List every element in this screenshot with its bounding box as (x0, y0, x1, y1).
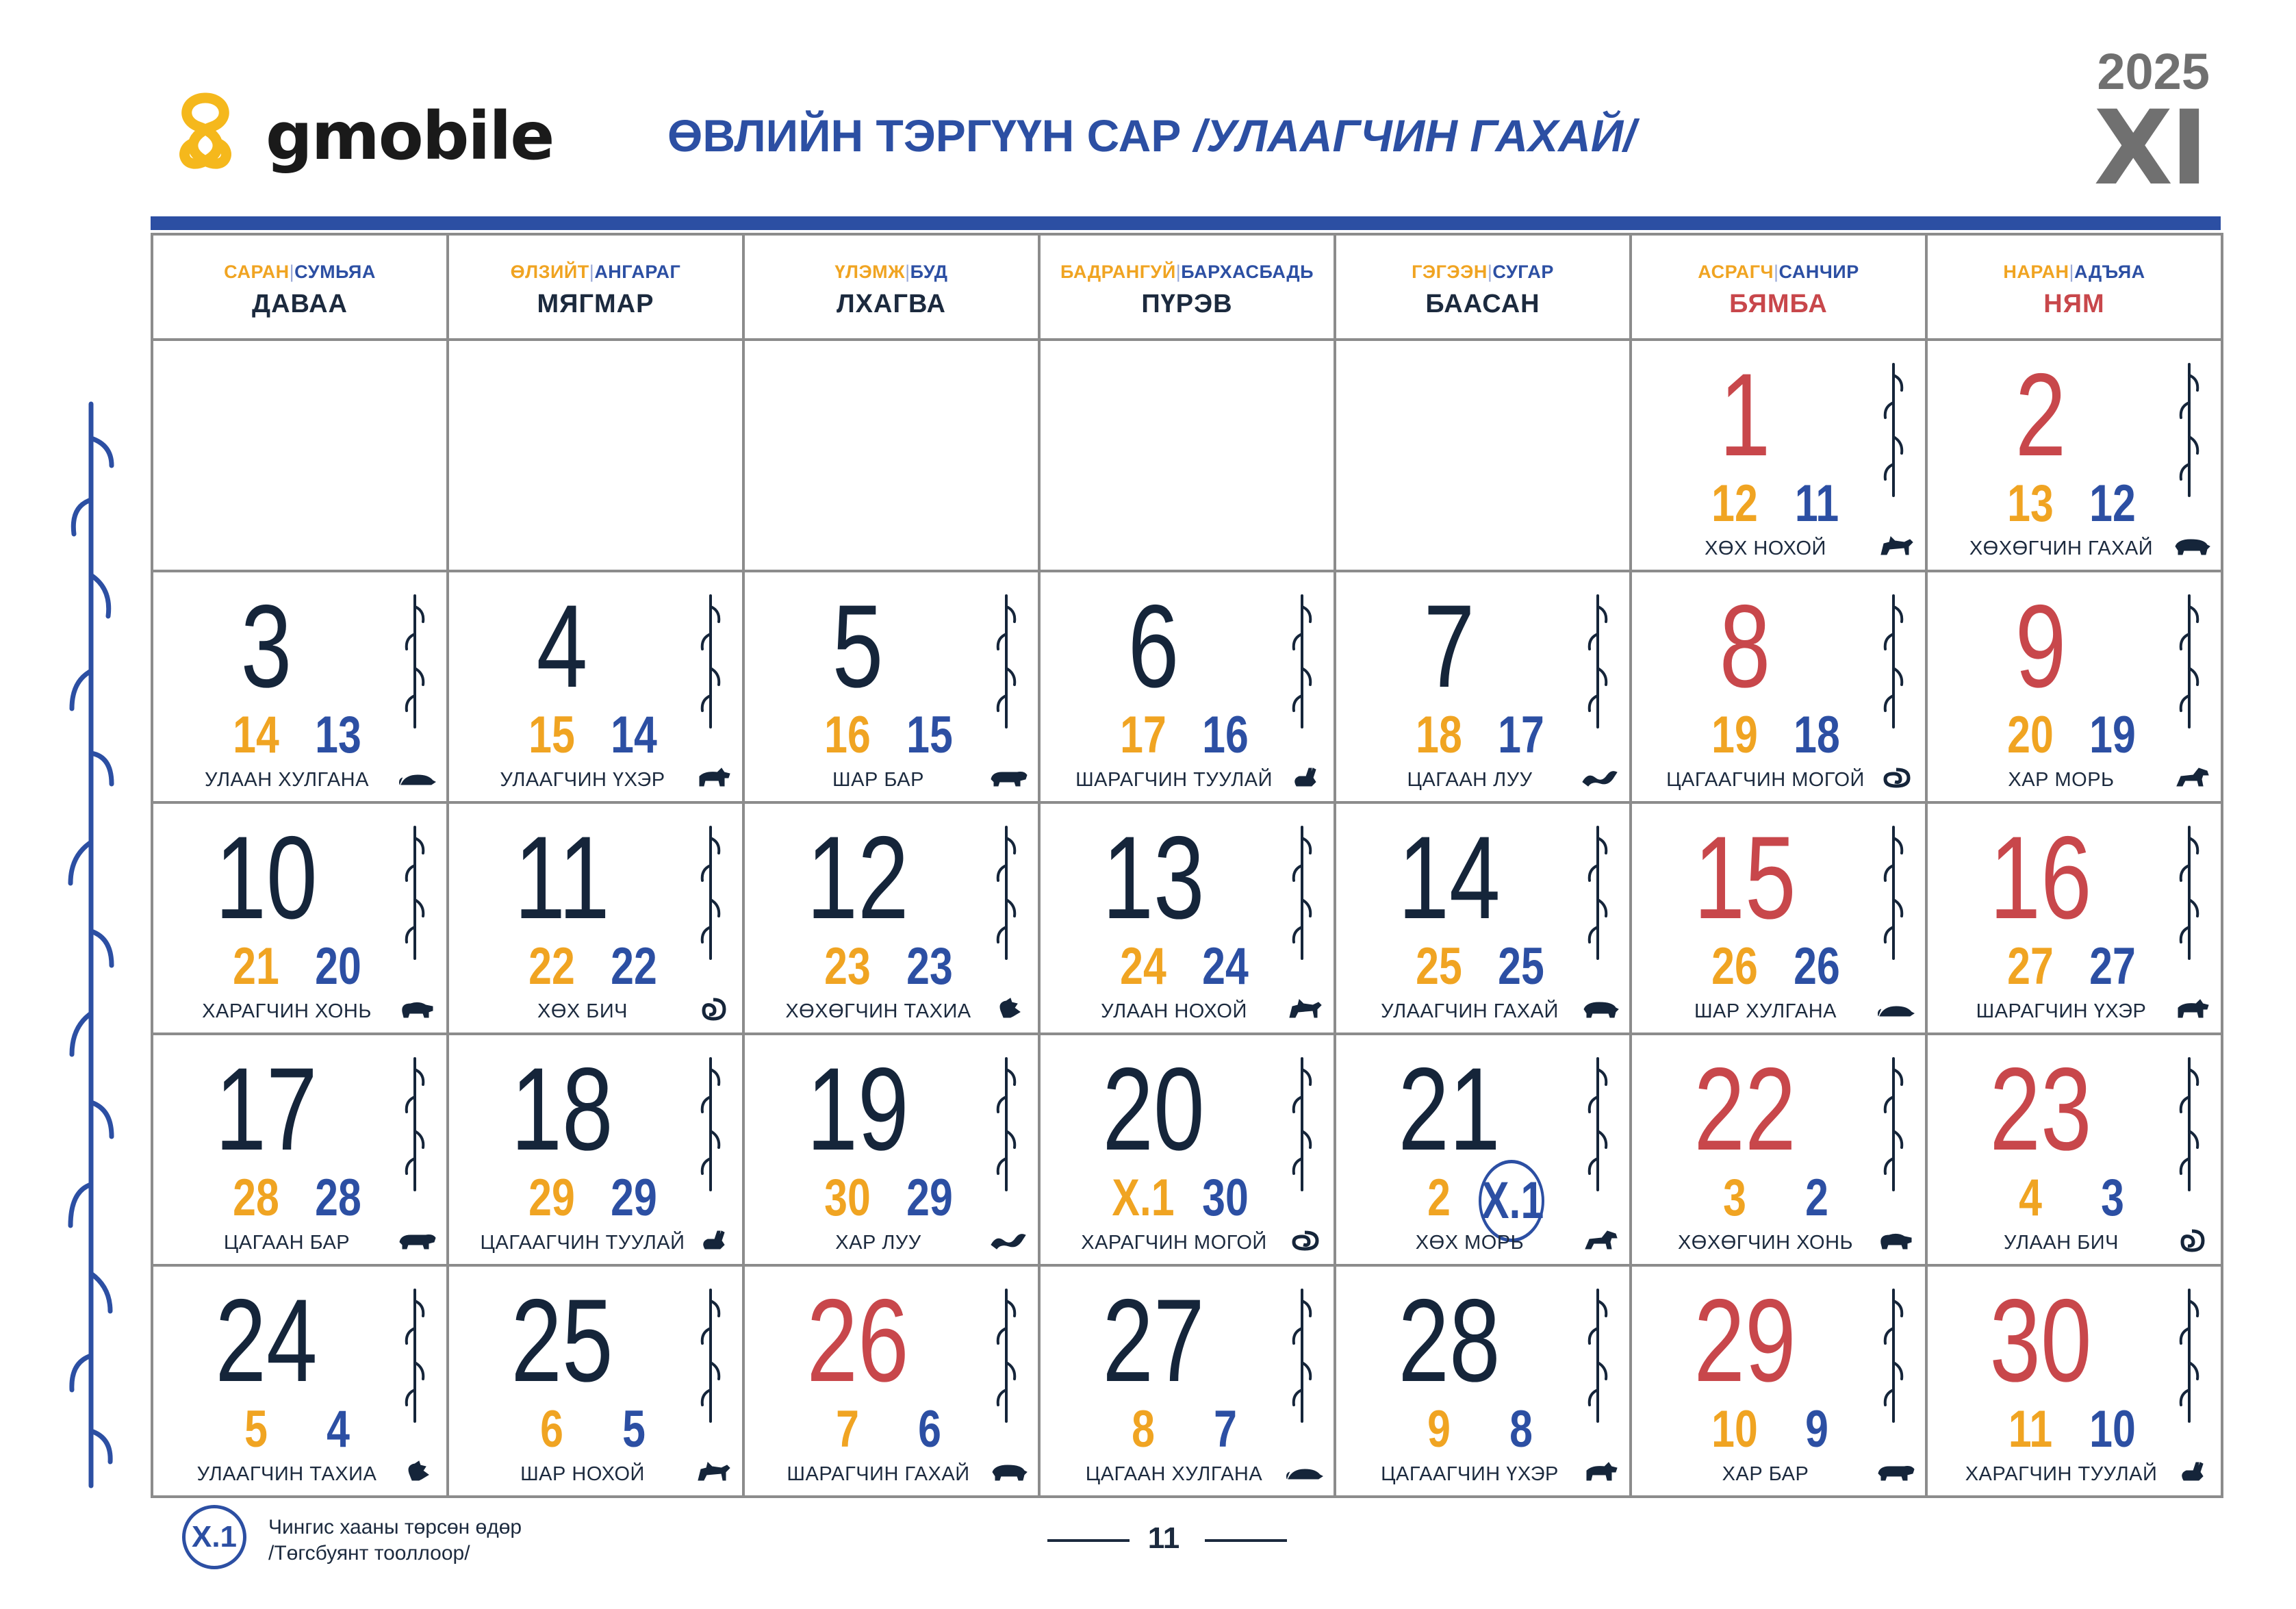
weekday-planet-names (1336, 262, 1629, 283)
brand-name: gmobile (266, 98, 554, 175)
weekday-header (153, 236, 449, 341)
day-number: 2 (2015, 349, 2067, 481)
day-number: 9 (2015, 581, 2067, 712)
day-cell[interactable] (1632, 1267, 1928, 1498)
mongolian-script-label (696, 1287, 726, 1424)
day-number: 23 (1989, 1043, 2092, 1175)
lunar-day: 7 (836, 1400, 859, 1458)
lunar-month-day: 18 (1794, 706, 1840, 764)
mongolian-script-label (696, 824, 726, 961)
weekday-planet-name: СУГАР (1492, 262, 1554, 282)
separator: | (589, 262, 595, 282)
page-number: 11 (1147, 1521, 1180, 1555)
rabbit-icon (694, 1227, 732, 1254)
weekday-header (1632, 236, 1928, 341)
legend-text (268, 1515, 522, 1567)
day-cell[interactable] (1632, 804, 1928, 1035)
day-number: 14 (1398, 812, 1501, 943)
lunar-month-day: 6 (918, 1400, 941, 1458)
lunar-month-day: 29 (611, 1169, 657, 1227)
mongolian-script-label (1287, 593, 1317, 730)
lunar-day: 13 (2007, 474, 2054, 533)
day-animal-name: ХӨХӨГЧИН ТАХИА (785, 1000, 971, 1022)
day-animal-name: ЦАГААГЧИН ҮХЭР (1381, 1463, 1559, 1485)
lunar-month-day: 14 (611, 706, 657, 764)
weekday-header (745, 236, 1041, 341)
pig-icon (990, 1458, 1028, 1486)
dragon-icon (990, 1227, 1028, 1254)
lunar-day: 19 (1711, 706, 1758, 764)
mongolian-script-label (1878, 362, 1909, 498)
weekday-name: НЯМ (2043, 290, 2105, 318)
day-cell[interactable] (1928, 572, 2223, 804)
day-number: 4 (536, 581, 588, 712)
lunar-day: 6 (540, 1400, 563, 1458)
day-number: 3 (240, 581, 292, 712)
mongolian-script-label (2174, 593, 2204, 730)
day-cell[interactable] (1632, 572, 1928, 804)
weekday-name: ЛХАГВА (837, 290, 946, 318)
weekday-header (449, 236, 745, 341)
empty-day-cell (1041, 341, 1336, 572)
lunar-month-day: 8 (1509, 1400, 1533, 1458)
rabbit-icon (2173, 1458, 2211, 1486)
day-number: 16 (1989, 812, 2092, 943)
day-number: 7 (1423, 581, 1475, 712)
day-number: 11 (514, 812, 610, 943)
weekday-planet-name: АНГАРАГ (594, 262, 681, 282)
day-animal-name: УЛААН БИЧ (2004, 1232, 2119, 1254)
day-animal-name: УЛААГЧИН ТАХИА (196, 1463, 377, 1485)
lunar-day: 26 (1711, 937, 1758, 996)
day-animal-name: ЦАГААН БАР (223, 1232, 350, 1254)
day-number: 18 (511, 1043, 613, 1175)
day-animal-name: УЛААГЧИН ГАХАЙ (1381, 1000, 1559, 1022)
day-cell[interactable] (1336, 572, 1632, 804)
lunar-month-day: 13 (315, 706, 361, 764)
ox-icon (694, 764, 732, 791)
weekday-planet-name: БУД (910, 262, 948, 282)
separator: | (289, 262, 295, 282)
mongolian-script-label (696, 593, 726, 730)
lunar-month-day: 15 (906, 706, 953, 764)
weekday-name: МЯГМАР (537, 290, 654, 318)
day-number: 15 (1694, 812, 1796, 943)
mongolian-script-label (991, 1287, 1021, 1424)
pig-icon (2173, 533, 2211, 560)
dog-icon (694, 1458, 732, 1486)
weekday-name: ДАВАА (252, 290, 348, 318)
brand-logo (171, 86, 554, 181)
mongolian-script-label (1878, 824, 1909, 961)
lunar-day: 25 (1416, 937, 1462, 996)
mongolian-script-label (2174, 1056, 2204, 1193)
day-cell[interactable] (1928, 804, 2223, 1035)
day-number: 20 (1102, 1043, 1205, 1175)
day-animal-name: ХӨХ НОХОЙ (1705, 537, 1826, 559)
tiger-icon (1877, 1458, 1915, 1486)
legend-line-1: Чингис хааны төрсөн өдөр (268, 1516, 522, 1538)
day-animal-name: ШАР ХУЛГАНА (1694, 1000, 1837, 1022)
lunar-month-day: 26 (1794, 937, 1840, 996)
mongolian-script-label (400, 593, 430, 730)
weekday-planet-name: АДЪЯА (2074, 262, 2145, 282)
separator: | (905, 262, 910, 282)
day-cell[interactable] (745, 1035, 1041, 1267)
mongolian-script-label (696, 1056, 726, 1193)
weekday-header (1336, 236, 1632, 341)
lunar-month-day: 28 (315, 1169, 361, 1227)
day-animal-name: УЛААГЧИН ҮХЭР (500, 769, 665, 791)
snake-icon (1877, 764, 1915, 791)
day-number: 12 (806, 812, 909, 943)
mongolian-script-label (400, 1056, 430, 1193)
lunar-day: 15 (528, 706, 575, 764)
lunar-day: 30 (824, 1169, 871, 1227)
weekday-planet-names (449, 262, 742, 283)
lunar-month-day: 10 (2089, 1400, 2136, 1458)
day-cell[interactable] (1928, 341, 2223, 572)
day-cell[interactable] (1928, 1267, 2223, 1498)
mongolian-script-label (400, 1287, 430, 1424)
mongolian-script-label (400, 824, 430, 961)
gmobile-knot-icon (171, 86, 240, 181)
day-cell[interactable] (745, 1267, 1041, 1498)
mouse-icon (1286, 1458, 1324, 1486)
weekday-planet-names (1928, 262, 2221, 283)
lunar-month-day: 2 (1805, 1169, 1828, 1227)
rabbit-icon (1286, 764, 1324, 791)
weekday-planet-names (745, 262, 1038, 283)
lunar-day: 12 (1711, 474, 1758, 533)
lunar-day: 9 (1427, 1400, 1451, 1458)
day-number: 17 (215, 1043, 318, 1175)
empty-day-cell (153, 341, 449, 572)
year-label: 2025 (2097, 43, 2210, 100)
sheep-icon (1877, 1227, 1915, 1254)
day-animal-name: ХАРАГЧИН ХОНЬ (202, 1000, 372, 1022)
mouse-icon (398, 764, 437, 791)
lunar-month-day: 3 (2101, 1169, 2124, 1227)
day-animal-name: ХӨХӨГЧИН ХОНЬ (1677, 1232, 1854, 1254)
weekday-planet-name: САНЧИР (1778, 262, 1859, 282)
lunar-month-day: 22 (611, 937, 657, 996)
day-number: 28 (1398, 1275, 1501, 1406)
lunar-day: 3 (1723, 1169, 1746, 1227)
day-cell[interactable] (153, 1267, 449, 1498)
day-number: 29 (1694, 1275, 1796, 1406)
mongolian-script-label (991, 1056, 1021, 1193)
lunar-day: 27 (2007, 937, 2054, 996)
day-cell[interactable] (449, 572, 745, 804)
day-number: 24 (215, 1275, 318, 1406)
weekday-planet-name: БАРХАСБАДЬ (1181, 262, 1314, 282)
lunar-month-day: 27 (2089, 937, 2136, 996)
snake-icon (1286, 1227, 1324, 1254)
rooster-icon (398, 1458, 437, 1486)
day-number: 10 (215, 812, 318, 943)
sheep-icon (398, 996, 437, 1023)
day-animal-name: ХӨХ БИЧ (537, 1000, 628, 1022)
lunar-month-day: 17 (1498, 706, 1544, 764)
lunar-month-day: 24 (1202, 937, 1249, 996)
day-cell[interactable] (1336, 1035, 1632, 1267)
dragon-icon (1581, 764, 1620, 791)
lunar-day: 20 (2007, 706, 2054, 764)
day-cell[interactable] (1928, 1035, 2223, 1267)
mouse-icon (1877, 996, 1915, 1023)
month-roman: XI (2093, 89, 2206, 208)
day-animal-name: ХАР МОРЬ (2008, 769, 2115, 791)
mongolian-script-label (1878, 1287, 1909, 1424)
weekday-planet-names (153, 262, 446, 283)
pig-icon (1581, 996, 1620, 1023)
lunar-month-day: 11 (1794, 474, 1839, 533)
day-cell[interactable] (1041, 1267, 1336, 1498)
day-animal-name: ХӨХӨГЧИН ГАХАЙ (1969, 537, 2154, 559)
mongolian-script-label (1583, 1287, 1613, 1424)
day-cell[interactable] (449, 804, 745, 1035)
lunar-day: 5 (244, 1400, 268, 1458)
lunar-day: 4 (2019, 1169, 2042, 1227)
mongolian-script-label (1287, 1287, 1317, 1424)
dog-icon (1877, 533, 1915, 560)
weekday-planet-names (1632, 262, 1925, 283)
mongolian-script-label (991, 824, 1021, 961)
ox-icon (1581, 1458, 1620, 1486)
lunar-day: 22 (528, 937, 575, 996)
day-cell[interactable] (449, 1267, 745, 1498)
legend-symbol: X.1 (182, 1505, 246, 1569)
weekday-planet-name: СУМЬЯА (294, 262, 376, 282)
separator: | (2069, 262, 2075, 282)
day-number: 21 (1398, 1043, 1501, 1175)
calendar-grid (151, 233, 2223, 1498)
day-animal-name: ШАР БАР (832, 769, 924, 791)
weekday-name: БААСАН (1425, 290, 1540, 318)
day-animal-name: ХАРАГЧИН МОГОЙ (1081, 1232, 1267, 1254)
mongolian-script-title (60, 397, 122, 1493)
lunar-day: 24 (1120, 937, 1166, 996)
mongolian-script-label (1878, 593, 1909, 730)
lunar-month-day: 30 (1202, 1169, 1249, 1227)
dog-icon (1286, 996, 1324, 1023)
day-animal-name: ХАРАГЧИН ТУУЛАЙ (1965, 1463, 2158, 1485)
monkey-icon (2173, 1227, 2211, 1254)
separator: | (1487, 262, 1493, 282)
lunar-month-day: 25 (1498, 937, 1544, 996)
day-number: 1 (1719, 349, 1771, 481)
horse-icon (1581, 1227, 1620, 1254)
day-cell[interactable] (1041, 572, 1336, 804)
mongolian-script-label (2174, 824, 2204, 961)
day-cell[interactable] (1632, 1035, 1928, 1267)
lunar-month-day: 9 (1805, 1400, 1828, 1458)
page-divider-left (1047, 1539, 1130, 1542)
lunar-day: 2 (1427, 1169, 1451, 1227)
lunar-month-day: 5 (622, 1400, 646, 1458)
mongolian-script-label (1287, 1056, 1317, 1193)
day-cell[interactable] (745, 804, 1041, 1035)
day-cell[interactable] (1336, 804, 1632, 1035)
lunar-month-day: 29 (906, 1169, 953, 1227)
mongolian-script-label (1583, 593, 1613, 730)
day-number: 22 (1694, 1043, 1796, 1175)
day-cell[interactable] (1336, 1267, 1632, 1498)
day-number: 19 (806, 1043, 909, 1175)
weekday-mongolian-name: ГЭГЭЭН (1412, 262, 1488, 282)
horse-icon (2173, 764, 2211, 791)
day-cell[interactable] (153, 804, 449, 1035)
day-animal-name: ЦАГААГЧИН ТУУЛАЙ (480, 1232, 685, 1254)
day-animal-name: ШАР НОХОЙ (520, 1463, 645, 1485)
lunar-month-day: 23 (906, 937, 953, 996)
lunar-month-day: 19 (2089, 706, 2136, 764)
mongolian-script-label (1583, 1056, 1613, 1193)
day-animal-name: ШАРАГЧИН ҮХЭР (1976, 1000, 2147, 1022)
day-number: 25 (511, 1275, 613, 1406)
lunar-month-day-circled: X.1 (1479, 1160, 1544, 1242)
ox-icon (2173, 996, 2211, 1023)
lunar-day: 23 (824, 937, 871, 996)
lunar-day: X.1 (1112, 1169, 1175, 1227)
mongolian-script-label (2174, 362, 2204, 498)
day-cell[interactable] (1632, 341, 1928, 572)
page-divider-right (1205, 1539, 1287, 1542)
lunar-day: 8 (1132, 1400, 1155, 1458)
lunar-day: 10 (1711, 1400, 1758, 1458)
mongolian-script-label (1287, 824, 1317, 961)
mongolian-script-label (1583, 824, 1613, 961)
mongolian-script-label (991, 593, 1021, 730)
weekday-mongolian-name: САРАН (224, 262, 290, 282)
day-cell[interactable] (1041, 804, 1336, 1035)
lunar-day: 18 (1416, 706, 1462, 764)
lunar-month-day: 4 (327, 1400, 350, 1458)
day-number: 30 (1989, 1275, 2092, 1406)
empty-day-cell (745, 341, 1041, 572)
day-animal-name: ХАР ЛУУ (835, 1232, 921, 1254)
weekday-mongolian-name: БАДРАНГУЙ (1060, 262, 1176, 282)
lunar-day: 16 (824, 706, 871, 764)
title-sub: /УЛААГЧИН ГАХАЙ/ (1193, 110, 1636, 161)
day-animal-name: ЦАГААН ХУЛГАНА (1085, 1463, 1263, 1485)
day-cell[interactable] (153, 572, 449, 804)
day-animal-name: УЛААН НОХОЙ (1101, 1000, 1247, 1022)
separator: | (1774, 262, 1779, 282)
lunar-day: 21 (233, 937, 279, 996)
legend-line-2: /Төгсбуянт тооллоор/ (268, 1542, 470, 1564)
day-animal-name: ШАРАГЧИН ГАХАЙ (787, 1463, 970, 1485)
weekday-mongolian-name: АСРАГЧ (1698, 262, 1774, 282)
weekday-header (1928, 236, 2223, 341)
lunar-month-day: 20 (315, 937, 361, 996)
day-animal-name: ЦАГААГЧИН МОГОЙ (1666, 769, 1865, 791)
tiger-icon (398, 1227, 437, 1254)
weekday-mongolian-name: ҮЛЭМЖ (834, 262, 906, 282)
weekday-header (1041, 236, 1336, 341)
header-divider (151, 216, 2221, 230)
title-main: ӨВЛИЙН ТЭРГҮҮН САР (667, 110, 1182, 161)
lunar-day: 11 (2008, 1400, 2053, 1458)
day-animal-name: УЛААН ХУЛГАНА (205, 769, 369, 791)
day-animal-name: ХӨХ МОРЬ (1415, 1232, 1525, 1254)
weekday-planet-names (1041, 262, 1334, 283)
day-animal-name: ШАРАГЧИН ТУУЛАЙ (1075, 769, 1273, 791)
day-number: 6 (1127, 581, 1179, 712)
day-animal-name: ХАР БАР (1722, 1463, 1809, 1485)
tiger-icon (990, 764, 1028, 791)
day-number: 27 (1102, 1275, 1205, 1406)
empty-day-cell (1336, 341, 1632, 572)
lunar-day: 14 (233, 706, 279, 764)
day-cell[interactable] (449, 1035, 745, 1267)
day-number: 26 (806, 1275, 909, 1406)
mongolian-script-label (1878, 1056, 1909, 1193)
day-cell[interactable] (745, 572, 1041, 804)
weekday-mongolian-name: ӨЛЗИЙТ (510, 262, 589, 282)
day-number: 8 (1719, 581, 1771, 712)
monkey-icon (694, 996, 732, 1023)
weekday-name: БЯМБА (1729, 290, 1828, 318)
empty-day-cell (449, 341, 745, 572)
day-number: 13 (1102, 812, 1205, 943)
lunar-month-day: 12 (2089, 474, 2136, 533)
page-title (667, 110, 1636, 162)
day-cell[interactable] (153, 1035, 449, 1267)
weekday-mongolian-name: НАРАН (2003, 262, 2069, 282)
lunar-month-day: 16 (1202, 706, 1249, 764)
day-cell[interactable] (1041, 1035, 1336, 1267)
weekday-name: ПҮРЭВ (1141, 290, 1233, 318)
lunar-day: 17 (1120, 706, 1166, 764)
lunar-day: 29 (528, 1169, 575, 1227)
day-animal-name: ЦАГААН ЛУУ (1407, 769, 1533, 791)
lunar-day: 28 (233, 1169, 279, 1227)
separator: | (1175, 262, 1182, 282)
day-number: 5 (832, 581, 884, 712)
rooster-icon (990, 996, 1028, 1023)
mongolian-script-label (2174, 1287, 2204, 1424)
lunar-month-day: 7 (1214, 1400, 1237, 1458)
